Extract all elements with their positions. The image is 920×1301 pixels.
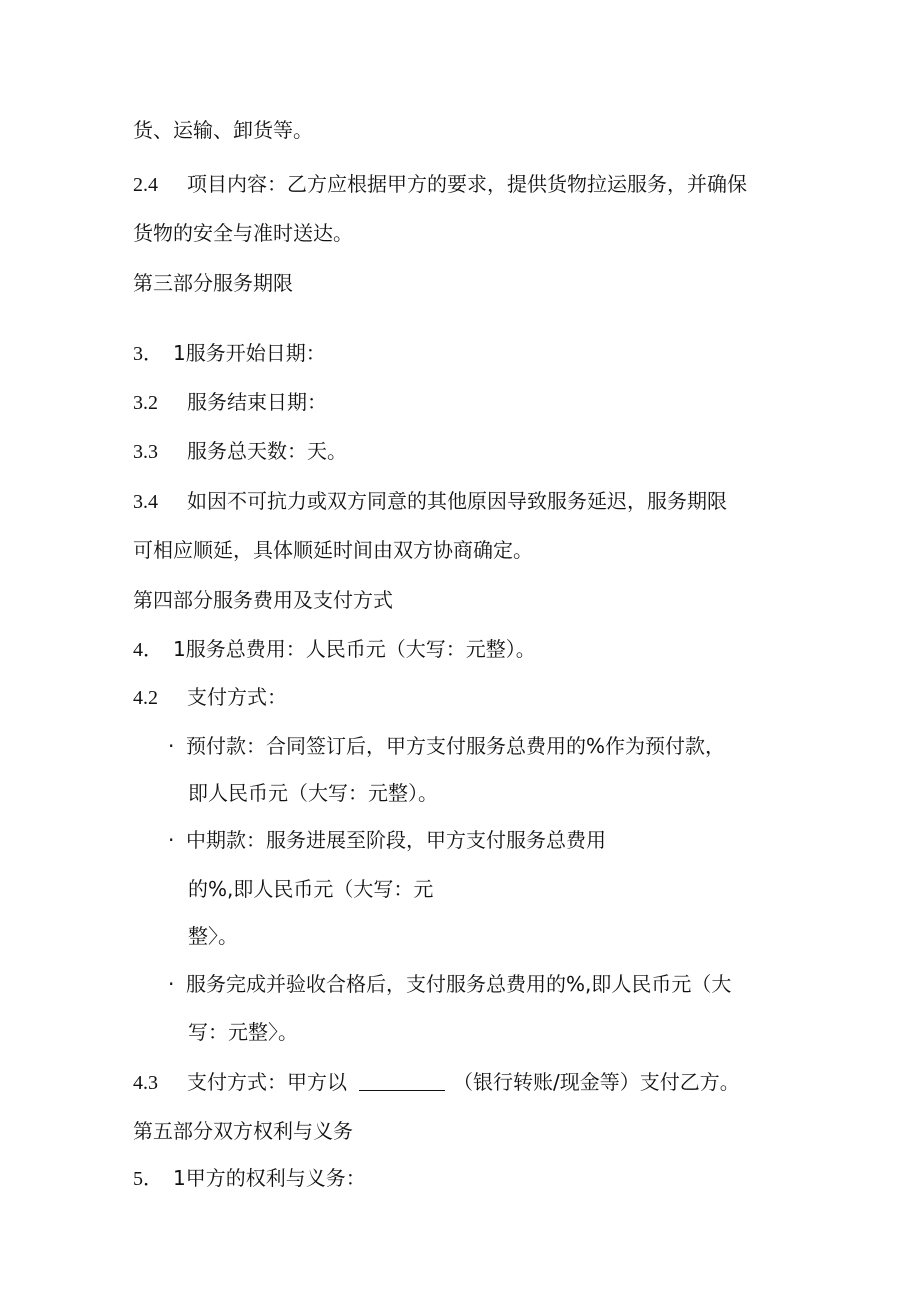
bullet-icon: · (168, 734, 175, 758)
section-heading: 第五部分双方权利与义务 (133, 1119, 353, 1143)
clause-number: 4． (133, 639, 163, 661)
list-item: · 中期款：服务进展至阶段，甲方支付服务总费用 (168, 828, 606, 852)
clause-number: 5． (133, 1168, 163, 1190)
list-item-continuation: 写：元整〉。 (188, 1020, 298, 1044)
clause-text: 支付方式： (187, 685, 287, 709)
clause-number: 4.2 (133, 687, 158, 709)
bullet-icon: · (168, 972, 175, 996)
clause-text: 如因不可抗力或双方同意的其他原因导致服务延迟，服务期限 (187, 489, 727, 513)
clause-4-1 (133, 639, 536, 660)
clause-number: 3． (133, 343, 163, 365)
list-item-continuation: 即人民币元（大写：元整）。 (188, 781, 438, 805)
clause-2-4 (133, 174, 747, 195)
clause-number: 3.3 (133, 441, 158, 463)
paragraph-line: 可相应顺延，具体顺延时间由双方协商确定。 (133, 538, 533, 562)
list-item-continuation: 整〉。 (188, 924, 238, 948)
list-item: · 服务完成并验收合格后，支付服务总费用的%,即人民币元（大 (168, 972, 732, 996)
clause-5-1 (133, 1168, 366, 1189)
bullet-icon: · (168, 828, 175, 852)
clause-text: 项目内容：乙方应根据甲方的要求，提供货物拉运服务，并确保 (187, 172, 747, 196)
clause-text: 1服务总费用：人民币元（大写：元整）。 (173, 637, 536, 661)
list-item-continuation: 的%,即人民币元（大写：元 (188, 877, 434, 901)
section-heading: 第三部分服务期限 (133, 271, 293, 295)
clause-number: 3.4 (133, 491, 158, 513)
clause-text: 1甲方的权利与义务： (173, 1166, 366, 1190)
clause-text: 服务总天数：天。 (187, 439, 347, 463)
clause-3-4 (133, 491, 727, 512)
clause-3-2 (133, 392, 327, 413)
clause-number: 4.3 (133, 1072, 158, 1094)
paragraph-line: 货物的安全与准时送达。 (133, 221, 353, 245)
clause-4-3: 4.3 支付方式：甲方以 （银行转账/现金等）支付乙方。 (133, 1070, 740, 1094)
clause-4-2 (133, 687, 287, 708)
section-heading: 第四部分服务费用及支付方式 (133, 588, 393, 612)
fill-in-blank (359, 1072, 445, 1091)
clause-3-1 (133, 343, 326, 364)
clause-text: 1服务开始日期： (173, 341, 326, 365)
clause-number: 2.4 (133, 174, 158, 196)
clause-text: 服务结束日期： (187, 390, 327, 414)
clause-number: 3.2 (133, 392, 158, 414)
paragraph-line: 货、运输、卸货等。 (133, 118, 313, 142)
list-item: · 预付款：合同签订后，甲方支付服务总费用的%作为预付款， (168, 734, 726, 758)
clause-3-3 (133, 441, 347, 462)
